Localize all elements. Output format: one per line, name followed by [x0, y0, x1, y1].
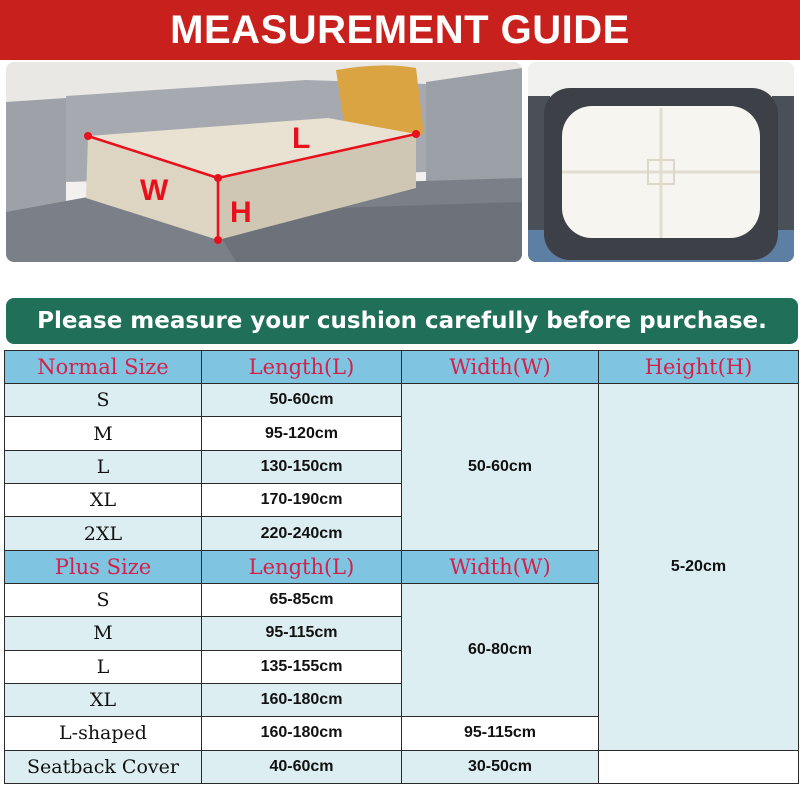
- cover-underside-image: [528, 62, 794, 262]
- size-table: [4, 350, 799, 784]
- length-label: L: [292, 122, 311, 155]
- height-cell: 5-20cm: [599, 384, 799, 751]
- size-cell: XL: [5, 484, 202, 517]
- length-cell: 40-60cm: [202, 750, 402, 783]
- table-row: [5, 384, 799, 417]
- empty-cell: [599, 750, 799, 783]
- size-cell: Seatback Cover: [5, 750, 202, 783]
- size-cell: L-shaped: [5, 717, 202, 750]
- header-width: Width(W): [402, 550, 599, 583]
- length-cell: 65-85cm: [202, 583, 402, 616]
- size-cell: M: [5, 617, 202, 650]
- length-cell: 160-180cm: [202, 683, 402, 716]
- length-cell: 95-115cm: [202, 617, 402, 650]
- length-cell: 95-120cm: [202, 417, 402, 450]
- header-height: Height(H): [599, 351, 799, 384]
- table-row: [5, 750, 799, 783]
- size-cell: XL: [5, 683, 202, 716]
- page-title: MEASUREMENT GUIDE: [0, 0, 800, 60]
- size-cell: S: [5, 384, 202, 417]
- width-cell: 30-50cm: [402, 750, 599, 783]
- width-cell: 95-115cm: [402, 717, 599, 750]
- size-cell: L: [5, 650, 202, 683]
- header-plus-size: Plus Size: [5, 550, 202, 583]
- header-length: Length(L): [202, 351, 402, 384]
- size-cell: L: [5, 450, 202, 483]
- header-length: Length(L): [202, 550, 402, 583]
- normal-header-row: [5, 351, 799, 384]
- cushion-diagram: [6, 62, 522, 262]
- length-cell: 135-155cm: [202, 650, 402, 683]
- size-cell: S: [5, 583, 202, 616]
- length-cell: 50-60cm: [202, 384, 402, 417]
- size-cell: M: [5, 417, 202, 450]
- normal-width-cell: 50-60cm: [402, 384, 599, 551]
- notice-banner: Please measure your cushion carefully before purchase.: [6, 298, 798, 344]
- header-normal-size: Normal Size: [5, 351, 202, 384]
- length-cell: 170-190cm: [202, 484, 402, 517]
- length-cell: 220-240cm: [202, 517, 402, 550]
- width-label: W: [140, 174, 169, 207]
- cushion-dimension-photo: [6, 62, 522, 262]
- length-cell: 130-150cm: [202, 450, 402, 483]
- size-cell: 2XL: [5, 517, 202, 550]
- length-cell: 160-180cm: [202, 717, 402, 750]
- height-label: H: [230, 196, 252, 229]
- header-width: Width(W): [402, 351, 599, 384]
- plus-width-cell: 60-80cm: [402, 583, 599, 716]
- cover-underside-photo: [528, 62, 794, 262]
